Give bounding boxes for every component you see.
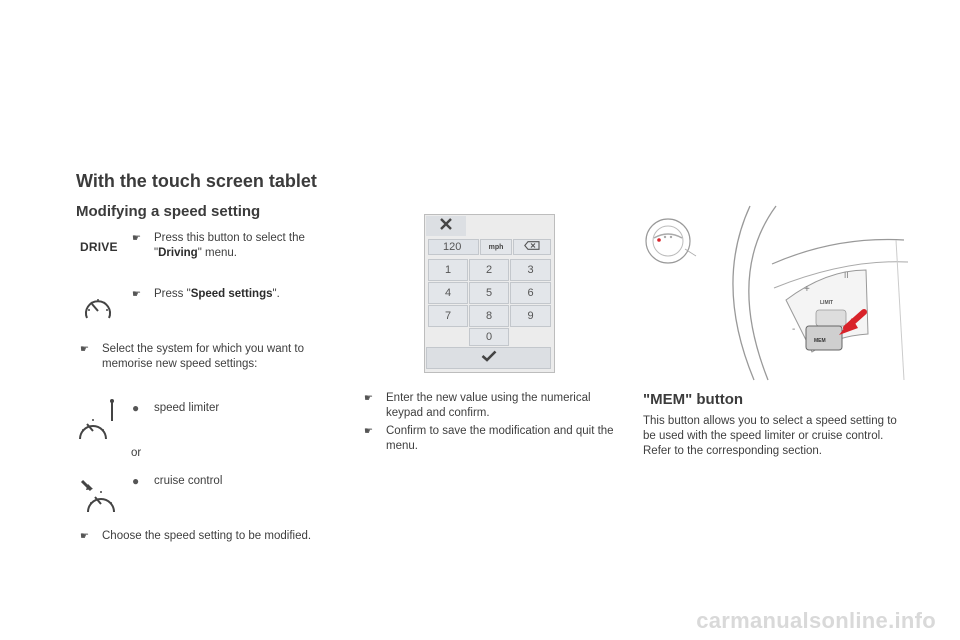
svg-text:II: II xyxy=(844,271,849,280)
keypad-key-3[interactable]: 3 xyxy=(510,259,551,281)
check-icon xyxy=(481,349,497,367)
choose-setting-instruction: ☛ Choose the speed setting to be modified. xyxy=(80,530,312,542)
svg-text:+: + xyxy=(804,284,810,295)
driving-menu-name: Driving xyxy=(158,247,198,259)
cruise-control-icon xyxy=(80,478,120,516)
keypad-close-button[interactable] xyxy=(426,216,466,236)
keypad-key-4[interactable]: 4 xyxy=(428,282,468,304)
section-subtitle: Modifying a speed setting xyxy=(76,203,261,220)
bullet-arrow-icon: ☛ xyxy=(80,344,89,355)
limit-label: LIMIT xyxy=(820,300,834,306)
keypad-value-display: 120 xyxy=(428,239,479,255)
keypad-unit-toggle[interactable]: mph xyxy=(480,239,512,255)
keypad-key-9[interactable]: 9 xyxy=(510,305,551,327)
enter-value-instruction: ☛ Enter the new value using the numerical keypad and confirm. xyxy=(364,392,591,419)
watermark: carmanualsonline.info xyxy=(696,608,936,633)
bullet-dot-icon: ● xyxy=(132,474,140,488)
option-speed-limiter: ● speed limiter xyxy=(132,401,220,415)
bullet-arrow-icon: ☛ xyxy=(132,289,141,300)
keypad-key-7[interactable]: 7 xyxy=(428,305,468,327)
keypad-confirm-button[interactable] xyxy=(426,347,551,369)
speed-settings-menu-name: Speed settings xyxy=(190,288,273,300)
keypad-key-1[interactable]: 1 xyxy=(428,259,468,281)
mem-button-title: "MEM" button xyxy=(643,391,744,408)
steering-wheel-illustration xyxy=(636,204,910,382)
bullet-dot-icon: ● xyxy=(132,401,140,415)
keypad-key-0[interactable]: 0 xyxy=(469,328,509,346)
speed-settings-instruction: ☛ Press "Speed settings". xyxy=(132,288,280,300)
confirm-instruction: ☛ Confirm to save the modification and quit the menu. xyxy=(364,425,614,452)
select-system-instruction: ☛ Select the system for which you want to memorise new speed settings: xyxy=(80,343,304,370)
keypad-backspace-button[interactable] xyxy=(513,239,551,255)
speed-limiter-icon xyxy=(76,397,116,443)
close-icon xyxy=(440,217,452,235)
drive-button-label: DRIVE xyxy=(80,240,118,254)
speedometer-icon xyxy=(83,294,113,324)
bullet-arrow-icon: ☛ xyxy=(364,393,373,404)
or-label: or xyxy=(131,447,142,459)
svg-text:-: - xyxy=(792,324,796,335)
backspace-icon xyxy=(524,241,540,253)
keypad-key-6[interactable]: 6 xyxy=(510,282,551,304)
mem-button-description: This button allows you to select a speed setting to be used with the speed limiter or cruise control. Refer to the corresponding section. xyxy=(643,415,897,457)
keypad-key-5[interactable]: 5 xyxy=(469,282,509,304)
mem-label: MEM xyxy=(814,338,826,344)
bullet-arrow-icon: ☛ xyxy=(80,531,89,542)
page-title: With the touch screen tablet xyxy=(76,171,317,191)
option-cruise-control: ● cruise control xyxy=(132,474,223,488)
numeric-keypad xyxy=(424,214,555,373)
bullet-arrow-icon: ☛ xyxy=(364,426,373,437)
keypad-key-2[interactable]: 2 xyxy=(469,259,509,281)
drive-instruction: ☛ Press this button to select the "Driving" menu. xyxy=(132,232,305,259)
bullet-arrow-icon: ☛ xyxy=(132,233,141,244)
keypad-key-8[interactable]: 8 xyxy=(469,305,509,327)
